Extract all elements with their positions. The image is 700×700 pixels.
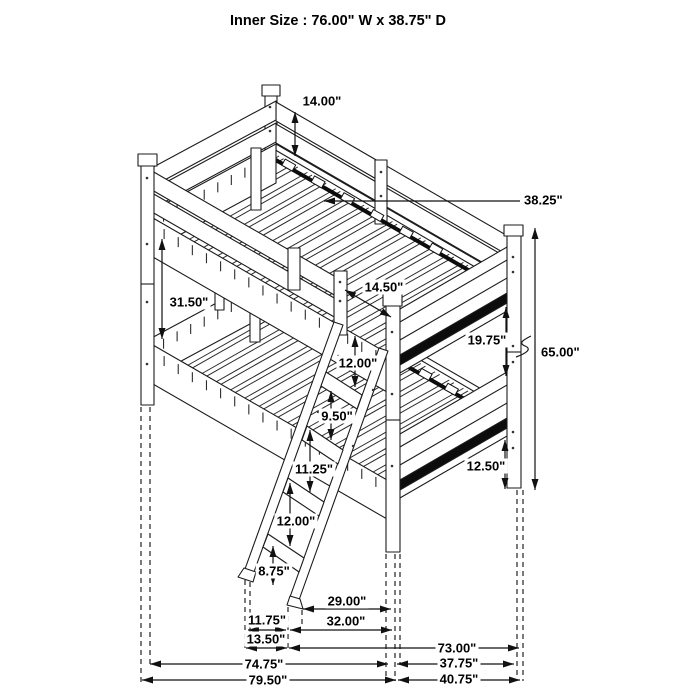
head-guard-center-post <box>251 148 261 210</box>
svg-text:38.25": 38.25" <box>524 192 563 208</box>
front-guard-center-post <box>288 248 300 290</box>
dim-length-inner <box>289 641 519 656</box>
svg-text:79.50": 79.50" <box>248 672 288 688</box>
svg-text:12.00": 12.00" <box>338 355 378 371</box>
dim-length-with-ladder <box>150 657 388 672</box>
dim-ladder-foot-width <box>246 613 289 634</box>
svg-text:14.50": 14.50" <box>364 279 404 295</box>
svg-text:40.75": 40.75" <box>439 671 479 687</box>
svg-text:13.50": 13.50" <box>246 631 286 647</box>
svg-text:9.50": 9.50" <box>321 408 353 424</box>
svg-text:73.00": 73.00" <box>437 640 477 656</box>
post-front-left <box>141 166 154 405</box>
ladder-right-foot <box>287 596 303 609</box>
svg-text:29.00": 29.00" <box>327 593 367 609</box>
svg-text:8.75": 8.75" <box>258 563 290 579</box>
svg-text:31.50": 31.50" <box>169 294 209 310</box>
dim-ladder-span <box>290 614 392 634</box>
svg-text:37.75": 37.75" <box>439 655 479 671</box>
svg-text:74.75": 74.75" <box>244 656 284 672</box>
post-front-right-cap <box>383 294 402 306</box>
svg-text:32.00": 32.00" <box>326 613 366 629</box>
svg-text:12.50": 12.50" <box>466 458 506 474</box>
post-back-left-cap <box>262 85 280 96</box>
dim-ladder-reach <box>303 594 391 613</box>
post-back-right-cap <box>504 225 523 236</box>
post-front-right <box>386 306 400 552</box>
svg-text:19.75": 19.75" <box>467 332 507 348</box>
dim-ladder-depth <box>245 632 288 652</box>
dim-overall-depth <box>398 672 520 687</box>
svg-text:11.25": 11.25" <box>295 461 333 477</box>
ladder-rung-3 <box>283 478 324 516</box>
svg-text:11.75": 11.75" <box>248 612 286 628</box>
svg-text:65.00": 65.00" <box>541 344 580 360</box>
dim-overall-height <box>532 228 583 490</box>
inner-size-title: Inner Size : 76.00" W x 38.75" D <box>229 13 447 29</box>
svg-text:14.00": 14.00" <box>302 93 342 109</box>
dim-depth-inner <box>397 656 514 671</box>
svg-text:12.00": 12.00" <box>276 513 316 529</box>
post-front-left-cap <box>138 154 157 166</box>
dim-overall-length <box>142 673 396 688</box>
